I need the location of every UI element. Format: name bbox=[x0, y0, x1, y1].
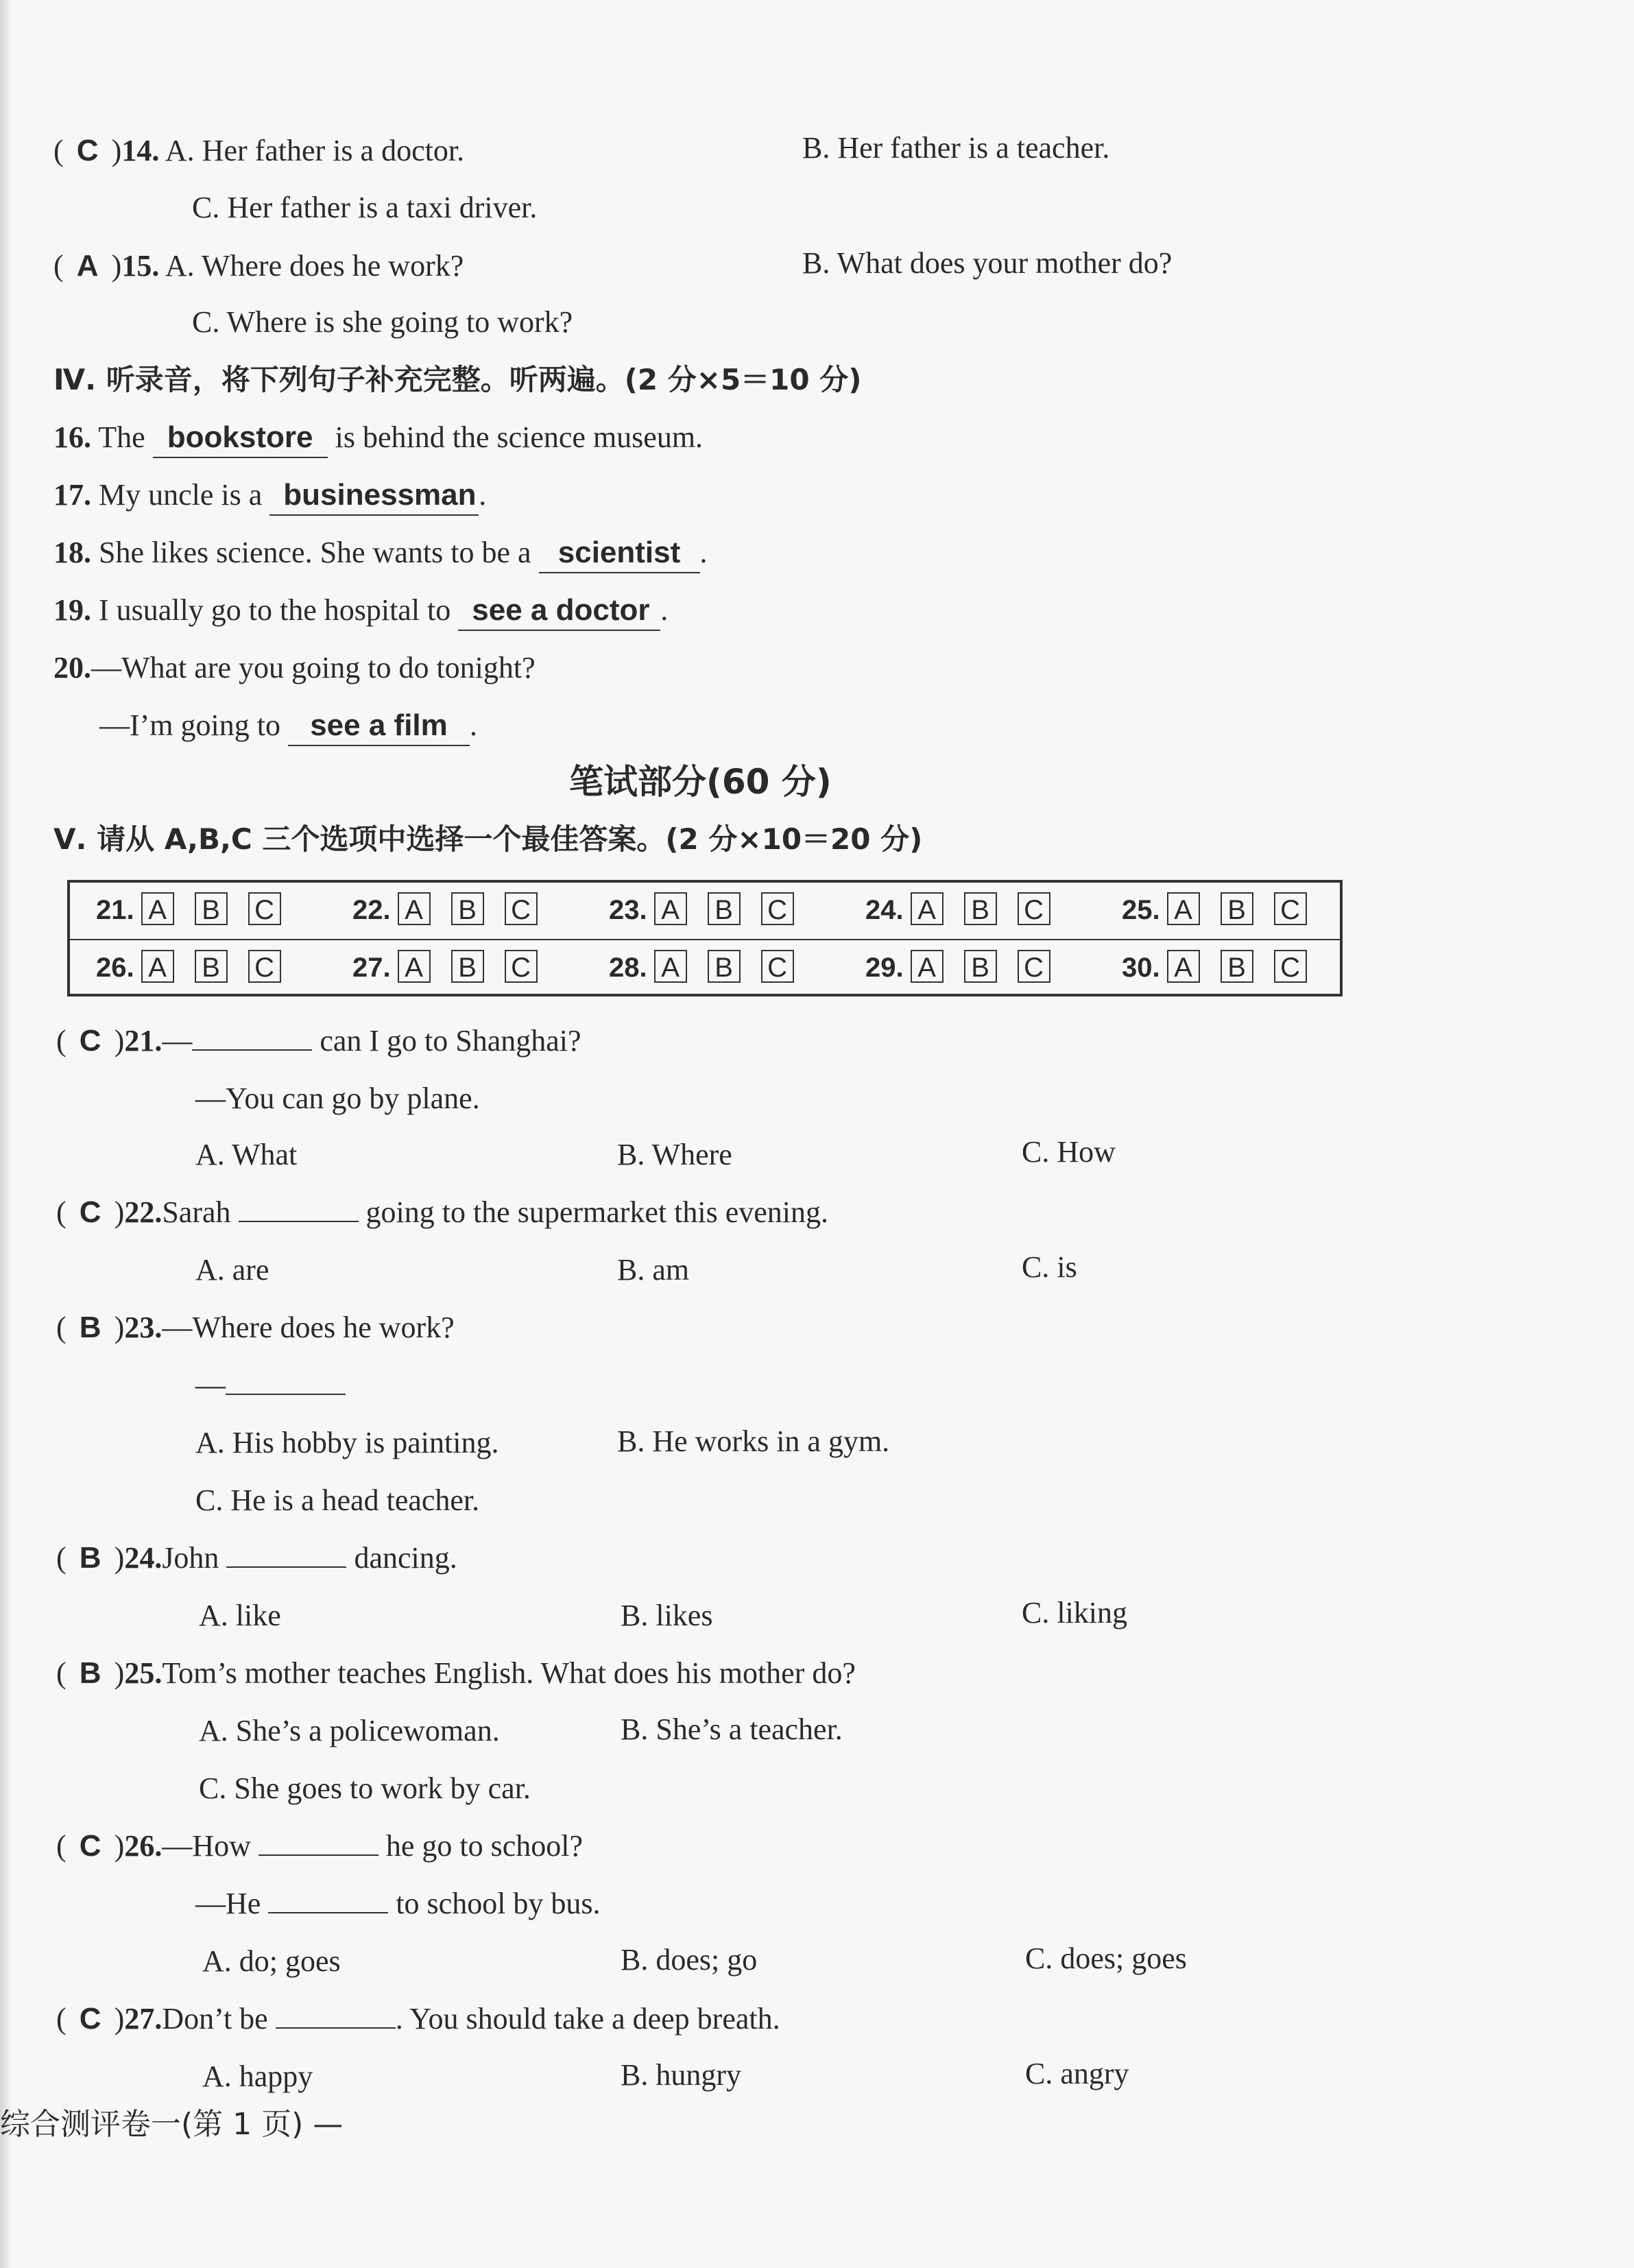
text-after: . bbox=[479, 478, 487, 512]
question-22: ( C )22.Sarah going to the supermarket this evening. bbox=[56, 1193, 828, 1232]
question-20 bbox=[53, 649, 536, 687]
answer-paren: ( bbox=[53, 134, 64, 167]
q22-option-c: C. is bbox=[1022, 1250, 1077, 1284]
answer-letter: B bbox=[79, 1541, 101, 1575]
option-box-a[interactable]: A bbox=[1167, 950, 1200, 983]
question-25: ( B )25.Tom’s mother teaches English. What does his mother do? bbox=[56, 1654, 856, 1693]
option-box-a[interactable]: A bbox=[398, 950, 431, 983]
grid-item-22: 22. A B C bbox=[352, 892, 558, 928]
question-stem: —Where does he work? bbox=[162, 1311, 455, 1344]
q22-option-b: B. am bbox=[617, 1253, 690, 1287]
q26-option-c: C. does; goes bbox=[1025, 1942, 1187, 1975]
question-21: ( C )21.— can I go to Shanghai? bbox=[56, 1022, 581, 1060]
text-before: She likes science. She wants to be a bbox=[99, 536, 531, 569]
question-number: 23. bbox=[124, 1311, 163, 1344]
option-box-a[interactable]: A bbox=[141, 950, 174, 983]
q23-line-2: — bbox=[195, 1366, 346, 1405]
q24-option-a: A. like bbox=[199, 1599, 281, 1632]
q24-option-c: C. liking bbox=[1022, 1596, 1128, 1630]
q21-option-c: C. How bbox=[1022, 1135, 1116, 1169]
question-15: ( A )15. A. Where does he work? bbox=[53, 247, 464, 285]
q27-option-b: B. hungry bbox=[621, 2058, 741, 2092]
section-4-heading: Ⅳ. 听录音，将下列句子补充完整。听两遍。(2 分×5＝10 分) bbox=[53, 363, 862, 396]
question-line: —What are you going to do tonight? bbox=[91, 651, 536, 684]
option-box-c[interactable]: C bbox=[1274, 892, 1307, 925]
q15-option-c: C. Where is she going to work? bbox=[192, 305, 573, 339]
option-box-b[interactable]: B bbox=[964, 950, 997, 983]
option-box-c[interactable]: C bbox=[1018, 950, 1050, 983]
text-before: My uncle is a bbox=[99, 478, 263, 512]
page-edge-shadow bbox=[0, 0, 12, 2268]
grid-item-21: 21. A B C bbox=[96, 892, 302, 928]
text-after: is behind the science museum. bbox=[335, 420, 704, 454]
question-stem: going to the supermarket this evening. bbox=[365, 1195, 829, 1229]
option-box-a[interactable]: A bbox=[141, 892, 174, 925]
answer-letter: B bbox=[79, 1311, 101, 1344]
answer-blank bbox=[259, 1830, 379, 1856]
answer-blank bbox=[276, 2003, 396, 2029]
question-number: 20. bbox=[53, 651, 91, 684]
q27-option-c: C. angry bbox=[1025, 2057, 1129, 2090]
question-stem: dancing. bbox=[354, 1541, 457, 1575]
q22-option-a: A. are bbox=[195, 1253, 269, 1287]
question-number: 14. bbox=[121, 134, 160, 167]
option-box-c[interactable]: C bbox=[505, 950, 538, 983]
q23-option-a: A. His hobby is painting. bbox=[195, 1426, 499, 1459]
option-box-c[interactable]: C bbox=[248, 950, 281, 983]
option-box-b[interactable]: B bbox=[708, 950, 741, 983]
filled-answer: businessman bbox=[269, 476, 479, 516]
answer-blank bbox=[226, 1542, 346, 1568]
option-box-b[interactable]: B bbox=[708, 892, 741, 925]
answer-letter: C bbox=[76, 134, 99, 167]
filled-answer: see a film bbox=[288, 706, 470, 746]
question-26: ( C )26.—How he go to school? bbox=[56, 1827, 583, 1865]
option-box-c[interactable]: C bbox=[505, 892, 538, 925]
written-part-title: 笔试部分(60 分) bbox=[569, 762, 832, 802]
question-17 bbox=[53, 476, 486, 516]
option-a: A. Her father is a doctor. bbox=[165, 134, 465, 167]
question-number: 25. bbox=[124, 1656, 163, 1690]
option-box-c[interactable]: C bbox=[1018, 892, 1050, 925]
text-before: —I’m going to bbox=[99, 708, 280, 742]
question-number: 22. bbox=[124, 1195, 163, 1229]
option-box-a[interactable]: A bbox=[398, 892, 431, 925]
q26-line-2: —He to school by bus. bbox=[195, 1887, 601, 1920]
answer-grid bbox=[67, 880, 1343, 996]
option-box-a[interactable]: A bbox=[911, 892, 944, 925]
option-box-b[interactable]: B bbox=[195, 950, 228, 983]
question-20-response bbox=[99, 706, 477, 746]
filled-answer: see a doctor bbox=[458, 591, 660, 631]
question-27: ( C )27.Don’t be . You should take a deep breath. bbox=[56, 2000, 780, 2038]
option-a: A. Where does he work? bbox=[165, 249, 464, 283]
answer-letter: B bbox=[79, 1656, 101, 1690]
q26-option-b: B. does; go bbox=[621, 1943, 758, 1977]
answer-grid-row-2 bbox=[70, 940, 1340, 996]
question-stem: . You should take a deep breath. bbox=[395, 2002, 780, 2036]
q25-option-a: A. She’s a policewoman. bbox=[199, 1714, 500, 1747]
text-after: . bbox=[699, 536, 708, 569]
q27-option-a: A. happy bbox=[202, 2060, 313, 2093]
question-number: 15. bbox=[121, 249, 160, 283]
option-box-b[interactable]: B bbox=[1221, 950, 1253, 983]
grid-item-26: 26. A B C bbox=[96, 950, 302, 986]
q15-option-b: B. What does your mother do? bbox=[802, 246, 1173, 280]
q23-option-b: B. He works in a gym. bbox=[617, 1424, 890, 1458]
answer-letter: C bbox=[79, 1829, 101, 1863]
section-5-heading: Ⅴ. 请从 A,B,C 三个选项中选择一个最佳答案。(2 分×10＝20 分) bbox=[53, 822, 923, 856]
q26-option-a: A. do; goes bbox=[202, 1944, 341, 1978]
question-16 bbox=[53, 418, 703, 458]
q24-option-b: B. likes bbox=[621, 1599, 713, 1632]
option-box-c[interactable]: C bbox=[248, 892, 281, 925]
grid-item-23: 23. A B C bbox=[609, 892, 815, 928]
question-stem: can I go to Shanghai? bbox=[320, 1024, 581, 1058]
option-box-b[interactable]: B bbox=[1221, 892, 1253, 925]
answer-letter: C bbox=[79, 1195, 101, 1229]
question-number: 21. bbox=[124, 1024, 163, 1058]
option-box-c[interactable]: C bbox=[761, 892, 794, 925]
answer-blank bbox=[239, 1196, 359, 1222]
option-box-b[interactable]: B bbox=[451, 892, 484, 925]
question-number: 17. bbox=[53, 478, 91, 512]
option-box-a[interactable]: A bbox=[911, 950, 944, 983]
option-box-a[interactable]: A bbox=[654, 950, 687, 983]
question-number: 27. bbox=[124, 2002, 163, 2036]
text-before: I usually go to the hospital to bbox=[99, 593, 451, 627]
option-box-c[interactable]: C bbox=[1274, 950, 1307, 983]
question-number: 19. bbox=[53, 593, 91, 627]
question-number: 18. bbox=[53, 536, 91, 569]
page-footer: 综合测评卷一(第 1 页) — bbox=[0, 2107, 344, 2142]
answer-letter: C bbox=[79, 2002, 101, 2036]
q23-option-c: C. He is a head teacher. bbox=[195, 1483, 480, 1517]
grid-item-24: 24. A B C bbox=[865, 892, 1071, 928]
question-24: ( B )24.John dancing. bbox=[56, 1539, 457, 1577]
option-box-a[interactable]: A bbox=[654, 892, 687, 925]
grid-item-28: 28. A B C bbox=[609, 950, 815, 986]
grid-item-30: 30. A B C bbox=[1122, 950, 1327, 986]
text-before: The bbox=[98, 420, 145, 454]
grid-item-25: 25. A B C bbox=[1122, 892, 1327, 928]
grid-item-27: 27. A B C bbox=[352, 950, 558, 986]
text-after: . bbox=[469, 708, 477, 742]
q21-option-b: B. Where bbox=[617, 1138, 732, 1171]
question-stem: Tom’s mother teaches English. What does his mother do? bbox=[162, 1656, 856, 1690]
filled-answer: scientist bbox=[539, 534, 700, 573]
question-19 bbox=[53, 591, 668, 631]
text-after: . bbox=[660, 593, 669, 627]
filled-answer: bookstore bbox=[153, 418, 328, 458]
question-stem: he go to school? bbox=[385, 1829, 584, 1863]
q14-option-c: C. Her father is a taxi driver. bbox=[192, 191, 538, 224]
question-14: ( C )14. A. Her father is a doctor. bbox=[53, 132, 464, 170]
q21-line-2: —You can go by plane. bbox=[195, 1082, 480, 1115]
question-18 bbox=[53, 534, 708, 573]
answer-letter: C bbox=[79, 1024, 101, 1058]
q21-option-a: A. What bbox=[195, 1138, 298, 1171]
answer-grid-row-1 bbox=[70, 883, 1340, 940]
question-number: 16. bbox=[53, 420, 91, 454]
answer-blank bbox=[192, 1025, 312, 1051]
option-box-c[interactable]: C bbox=[761, 950, 794, 983]
option-box-b[interactable]: B bbox=[195, 892, 228, 925]
answer-blank bbox=[268, 1887, 388, 1913]
q25-option-b: B. She’s a teacher. bbox=[621, 1712, 843, 1746]
question-number: 26. bbox=[124, 1829, 163, 1863]
answer-blank bbox=[226, 1369, 346, 1395]
option-box-b[interactable]: B bbox=[451, 950, 484, 983]
question-number: 24. bbox=[124, 1541, 163, 1575]
q25-option-c: C. She goes to work by car. bbox=[199, 1771, 531, 1805]
question-23: ( B )23.—Where does he work? bbox=[56, 1309, 455, 1347]
option-box-b[interactable]: B bbox=[964, 892, 997, 925]
option-box-a[interactable]: A bbox=[1167, 892, 1200, 925]
q14-option-b: B. Her father is a teacher. bbox=[802, 131, 1110, 165]
grid-item-29: 29. A B C bbox=[865, 950, 1071, 986]
answer-letter: A bbox=[76, 249, 99, 283]
